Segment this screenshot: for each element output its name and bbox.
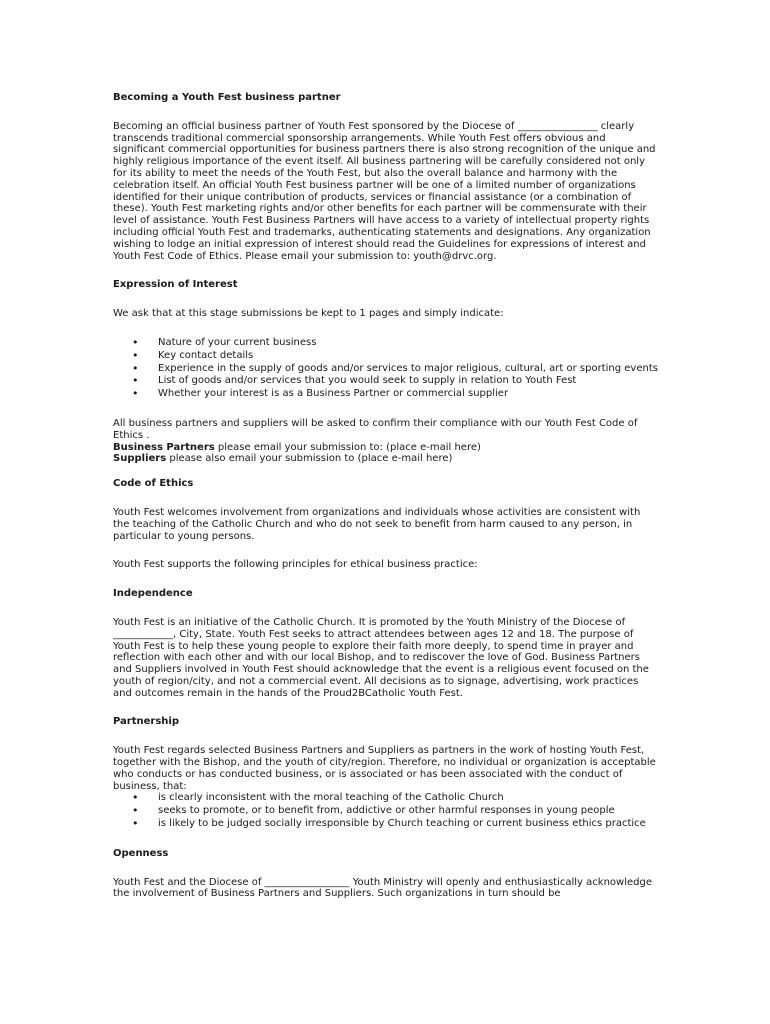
independence-paragraph: Youth Fest is an initiative of the Catholic Church. It is promoted by the Youth Ministry of the Diocese of ____________, City, State. Youth Fest seeks to attract attendees between ages 12 and 18. The purpose of Youth Fest is to help these young people to explore their faith more deeply, to spend time in prayer and reflection with each other and with our local Bishop, and to rediscover the love of God. Business Partners and Suppliers involved in Youth Fest should acknowledge that the event is a religious event focused on the youth of region/city, and not a commercial event. All decisions as to signage, advertising, work practices and outcomes remain in the hands of the Proud2BCatholic Youth Fest. (113, 616, 649, 699)
bullet-icon: • (132, 791, 139, 805)
suppliers-label: Suppliers (113, 453, 167, 465)
ethics-principles-intro: Youth Fest supports the following principles for ethical business practice: (113, 559, 478, 571)
bullet-icon: • (132, 804, 139, 818)
partnership-heading: Partnership (113, 716, 180, 728)
openness-heading: Openness (113, 847, 169, 859)
document-title: Becoming a Youth Fest business partner (113, 92, 341, 103)
independence-heading: Independence (113, 588, 193, 600)
bullet-icon: • (132, 374, 139, 388)
business-partners-label: Business Partners (113, 441, 215, 453)
list-item: • is likely to be judged socially irresponsible by Church teaching or current business ethics practice (132, 817, 646, 831)
business-partners-line: Business Partners please email your submission to: (place e-mail here) (113, 441, 481, 453)
list-item: • Experience in the supply of goods and/or services to major religious, cultural, art or sporting events (132, 361, 658, 375)
bullet-icon: • (132, 348, 139, 362)
list-item: • is clearly inconsistent with the moral teaching of the Catholic Church (132, 791, 504, 805)
bullet-icon: • (132, 335, 139, 349)
bullet-icon: • (132, 361, 139, 375)
partnership-paragraph: Youth Fest regards selected Business Partners and Suppliers as partners in the work of hosting Youth Fest, together with the Bishop, and the youth of city/region. Therefore, no individual or organization is acceptable who conducts or has conducted business, or is associated or has been associated with the conduct of business, that: (113, 745, 656, 792)
compliance-paragraph: All business partners and suppliers will be asked to confirm their compliance with our Youth Fest Code of Ethics . (113, 417, 638, 441)
code-of-ethics-heading: Code of Ethics (113, 478, 194, 490)
list-item: • List of goods and/or services that you would seek to supply in relation to Youth Fest (132, 374, 577, 388)
partnership-bullet-list (113, 792, 659, 829)
eoi-heading: Expression of Interest (113, 279, 238, 291)
list-item: • Whether your interest is as a Business Partner or commercial supplier (132, 387, 509, 401)
document-page (113, 92, 659, 900)
suppliers-line: Suppliers please also email your submission to (place e-mail here) (113, 453, 453, 465)
list-item: • seeks to promote, or to benefit from, addictive or other harmful responses in young people (132, 804, 615, 818)
list-item: • Key contact details (132, 348, 254, 362)
eoi-bullet-list (113, 337, 659, 400)
openness-paragraph: Youth Fest and the Diocese of _________________ Youth Ministry will openly and enthusiastically acknowledge the involvement of Business Partners and Suppliers. Such organizations in turn should be (113, 876, 652, 900)
bullet-icon: • (132, 817, 139, 831)
code-of-ethics-paragraph: Youth Fest welcomes involvement from organizations and individuals whose activities are consistent with the teaching of the Catholic Church and who do not seek to benefit from harm caused to any person, in particular to young persons. (113, 506, 641, 542)
eoi-paragraph: We ask that at this stage submissions be kept to 1 pages and simply indicate: (113, 308, 504, 320)
list-item: • Nature of your current business (132, 335, 317, 349)
bullet-icon: • (132, 387, 139, 401)
intro-paragraph: Becoming an official business partner of Youth Fest sponsored by the Diocese of ________________ clearly transcends traditional commercial sponsorship arrangements. While Youth Fest offers obvious and significant commercial opportunities for business partners there is also strong recognition of the unique and highly religious importance of the event itself. All business partnering will be carefully considered not only for its ability to meet the needs of the Youth Fest, but also the overall balance and harmony with the celebration itself. An official Youth Fest business partner will be one of a limited number of organizations identified for their unique contribution of products, services or financial assistance (or a combination of these). Youth Fest marketing rights and/or other benefits for each partner will be commensurate with their level of assistance. Youth Fest Business Partners will have access to a variety of intellectual property rights including official Youth Fest and trademarks, authenticating statements and designations. Any organization wishing to lodge an initial expression of interest should read the Guidelines for expressions of interest and Youth Fest Code of Ethics. Please email your submission to: youth@drvc.org. (113, 120, 656, 262)
